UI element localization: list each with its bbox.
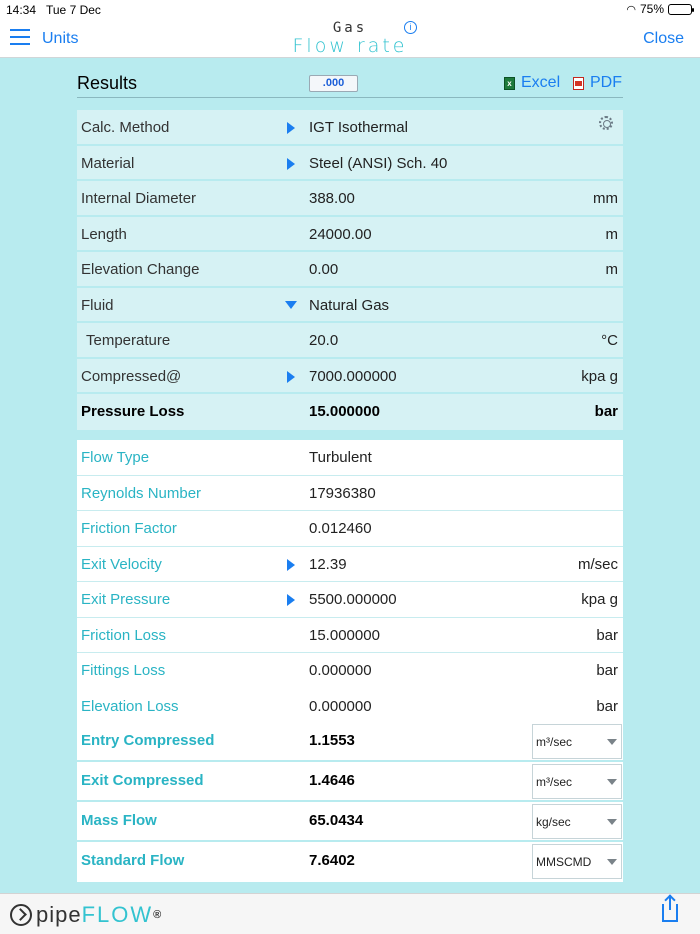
row-label: Internal Diameter	[81, 190, 197, 207]
pdf-icon	[573, 77, 584, 90]
row-value: 17936380	[309, 484, 376, 502]
chevron-right-icon[interactable]	[287, 122, 295, 134]
row-label: Compressed@	[81, 367, 182, 385]
results-header	[77, 62, 623, 98]
row-value: 1.4646	[309, 772, 355, 789]
logo-pipe: pipe	[36, 902, 82, 927]
row-value: 0.000000	[309, 697, 372, 715]
excel-label: Excel	[521, 74, 561, 91]
menu-icon[interactable]	[10, 29, 30, 49]
row-unit: kpa g	[581, 591, 618, 608]
nav-bar	[0, 20, 700, 58]
row-label: Elevation Change	[81, 261, 200, 278]
chevron-right-icon[interactable]	[287, 158, 295, 170]
info-icon[interactable]: i	[404, 21, 417, 34]
row-value[interactable]: 15.000000	[309, 403, 380, 420]
row-label: Flow Type	[81, 449, 150, 466]
logo-registered: ®	[153, 909, 162, 921]
row-value: 15.000000	[309, 626, 380, 644]
row-value: 0.000000	[309, 662, 372, 679]
row-label: Friction Factor	[81, 520, 177, 537]
row-unit: bar	[596, 697, 618, 715]
row-value: 1.1553	[309, 732, 355, 749]
friction-loss-row	[77, 618, 623, 654]
exit-pressure-row[interactable]	[77, 582, 623, 618]
pressure-loss-row[interactable]	[77, 394, 623, 430]
chevron-down-icon[interactable]	[285, 301, 297, 309]
calc-method-row[interactable]	[77, 110, 623, 146]
row-unit: m	[605, 225, 618, 243]
elevation-change-row[interactable]	[77, 252, 623, 288]
chevron-right-icon[interactable]	[287, 371, 295, 383]
row-value: 12.39	[309, 555, 347, 573]
mass-flow-row	[77, 802, 623, 842]
row-value[interactable]: 0.00	[309, 261, 339, 278]
battery-icon	[668, 4, 692, 15]
unit-select[interactable]	[532, 844, 622, 879]
row-unit: mm	[593, 190, 618, 207]
chevron-down-icon	[607, 779, 617, 785]
chevron-down-icon	[607, 859, 617, 865]
row-value: 7.6402	[309, 852, 355, 869]
exit-compressed-row	[77, 762, 623, 802]
row-label: Calc. Method	[81, 119, 170, 136]
elevation-loss-row	[77, 689, 623, 725]
standard-flow-row	[77, 842, 623, 882]
temperature-row[interactable]	[77, 323, 623, 359]
pipeflow-logo[interactable]	[10, 902, 161, 928]
compressed-row[interactable]	[77, 359, 623, 395]
row-value: Steel (ANSI) Sch. 40	[309, 154, 448, 172]
share-icon[interactable]	[662, 904, 678, 922]
inputs-panel	[77, 110, 623, 430]
exit-velocity-row[interactable]	[77, 547, 623, 583]
pipeflow-arrow-icon	[10, 904, 32, 926]
material-row[interactable]	[77, 146, 623, 182]
footer-bar	[0, 893, 700, 934]
reynolds-number-row	[77, 476, 623, 512]
unit-select[interactable]	[532, 804, 622, 839]
row-label: Friction Loss	[81, 626, 167, 644]
gear-icon[interactable]	[599, 116, 613, 130]
flow-type-row	[77, 440, 623, 476]
row-value[interactable]: 20.0	[309, 332, 339, 349]
unit-select-value: m³/sec	[536, 775, 572, 789]
internal-diameter-row[interactable]	[77, 181, 623, 217]
pdf-label: PDF	[590, 74, 622, 91]
row-label: Temperature	[86, 332, 171, 349]
row-label: Standard Flow	[81, 852, 185, 869]
row-value[interactable]: 388.00	[309, 190, 355, 207]
row-label: Exit Pressure	[81, 591, 171, 608]
chevron-down-icon	[607, 739, 617, 745]
status-right	[626, 2, 692, 16]
unit-select-value: kg/sec	[536, 815, 571, 829]
row-label: Mass Flow	[81, 812, 157, 829]
unit-select[interactable]	[532, 724, 622, 759]
row-unit: m	[605, 261, 618, 278]
row-unit: bar	[596, 662, 618, 679]
row-value: 5500.000000	[309, 591, 397, 608]
close-button[interactable]: Close	[643, 30, 684, 47]
fittings-loss-row	[77, 653, 623, 689]
entry-compressed-row	[77, 722, 623, 762]
logo-flow: FLOW	[81, 902, 154, 927]
outputs-panel	[77, 440, 623, 724]
friction-factor-row	[77, 511, 623, 547]
chevron-right-icon[interactable]	[287, 594, 295, 606]
status-time: 14:34	[6, 3, 37, 17]
row-unit: kpa g	[581, 367, 618, 385]
excel-icon: x	[504, 77, 515, 90]
wifi-icon: ◠	[626, 3, 636, 16]
length-row[interactable]	[77, 217, 623, 253]
logo-flow-rate: Flow rate	[292, 35, 408, 57]
row-value: 65.0434	[309, 812, 364, 829]
unit-select[interactable]	[532, 764, 622, 799]
row-unit: °C	[601, 332, 618, 349]
row-label: Fittings Loss	[81, 662, 166, 679]
status-date: Tue 7 Dec	[46, 3, 101, 17]
row-value[interactable]: 24000.00	[309, 225, 372, 243]
row-value[interactable]: 7000.000000	[309, 367, 397, 385]
row-unit: bar	[596, 626, 618, 644]
precision-button[interactable]: .000	[309, 75, 358, 92]
row-label: Exit Compressed	[81, 772, 204, 789]
row-label: Exit Velocity	[81, 555, 162, 573]
chevron-down-icon	[607, 819, 617, 825]
row-unit: m/sec	[577, 555, 618, 573]
row-label: Fluid	[81, 296, 114, 314]
row-label: Elevation Loss	[81, 697, 179, 715]
row-value: 0.012460	[309, 520, 372, 537]
row-label: Material	[81, 154, 135, 172]
logo-gas: Gas	[332, 20, 368, 36]
status-bar	[0, 0, 700, 20]
unit-select-value: MMSCMD	[536, 855, 592, 869]
flows-panel	[77, 722, 623, 882]
row-label: Entry Compressed	[81, 732, 215, 749]
row-label: Pressure Loss	[81, 403, 185, 420]
row-label: Reynolds Number	[81, 484, 202, 502]
results-title: Results	[77, 73, 138, 93]
battery-percent: 75%	[639, 2, 664, 16]
pdf-export-button[interactable]	[573, 74, 622, 92]
unit-select-value: m³/sec	[536, 735, 572, 749]
row-value: Natural Gas	[309, 296, 390, 314]
chevron-right-icon[interactable]	[287, 559, 295, 571]
row-value: IGT Isothermal	[309, 119, 408, 136]
row-value: Turbulent	[309, 449, 372, 466]
fluid-row[interactable]	[77, 288, 623, 324]
excel-export-button[interactable]	[504, 74, 560, 92]
row-unit: bar	[594, 403, 618, 420]
row-label: Length	[81, 225, 127, 243]
units-button[interactable]: Units	[42, 30, 79, 47]
